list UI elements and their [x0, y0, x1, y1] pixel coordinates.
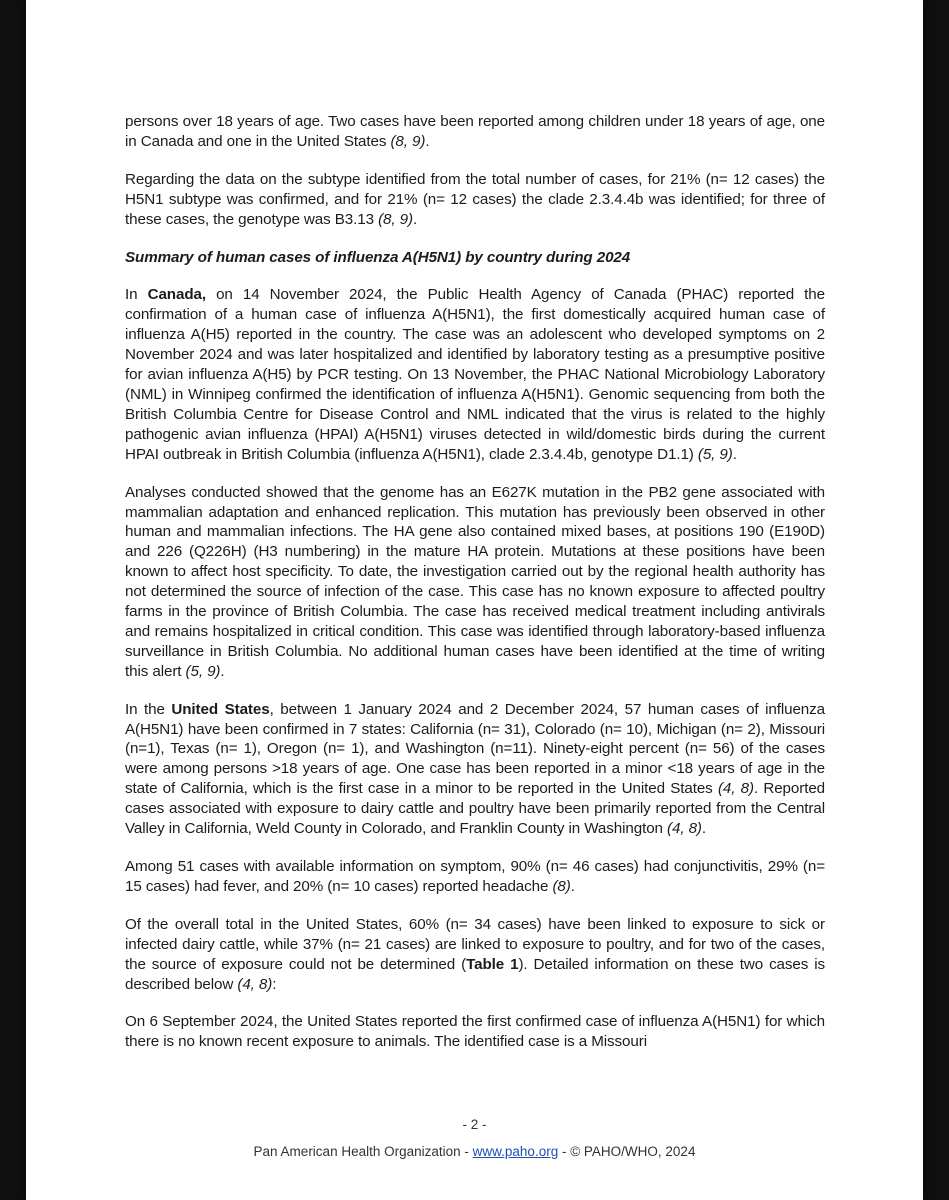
page-footer: Pan American Health Organization - www.paho.org - © PAHO/WHO, 2024	[253, 1144, 696, 1159]
citation: (8)	[552, 877, 571, 895]
paragraph-symptoms: Among 51 cases with available information on symptom, 90% (n= 46 cases) had conjunctivitis, 29% (n= 15 cases) had fever, and 20% (n= 10 cases) reported headache (8).	[125, 858, 825, 895]
paho-website-link[interactable]: www.paho.org	[472, 1144, 559, 1159]
citation: (8, 9)	[390, 132, 426, 150]
citation: (8, 9)	[378, 210, 413, 228]
paragraph-united-states: In the United States, between 1 January 2024 and 2 December 2024, 57 human cases of influenza A(H5N1) have been confirmed in 7 states: California (n= 31), Colorado (n= 10), Michigan (n= 2), Missouri (n=1), Texas (n= 1), Oregon (n= 1), and Washington (n=11). Ninety-eight percent (n= 56) of the cases were among persons >18 years of age. One case has been reported in a minor <18 years of age in the state of California, which is the first case in a minor to be reported in the United States (4, 8). Reported cases associated with exposure to dairy cattle and poultry have been primarily reported from the Central Valley in California, Weld County in Colorado, and Franklin County in Washington (4, 8).	[125, 700, 826, 838]
paragraph-genome-analysis: Analyses conducted showed that the genome has an E627K mutation in the PB2 gene associated with mammalian adaptation and enhanced replication. This mutation has previously been observed in other human and mammalian infections. The HA gene also contained mixed bases, at positions 190 (E190D) and 226 (Q226H) (H3 numbering) in the mature HA protein. Mutations at these positions have been known to affect host specificity. To date, the investigation carried out by the regional health authority has not determined the source of infection of the case. This case has no known exposure to affected poultry farms in the province of British Columbia. The case has received medical treatment including antivirals and remains hospitalized in critical condition. This case was identified through laboratory-based influenza surveillance in British Columbia. No additional human cases have been identified at the time of writing this alert (5, 9).	[125, 483, 825, 680]
paragraph-age-distribution: persons over 18 years of age. Two cases have been reported among children under 18 years of age, one in Canada and one in the United States (8, 9).	[125, 113, 825, 150]
paragraph-subtype: Regarding the data on the subtype identified from the total number of cases, for 21% (n= 12 cases) the H5N1 subtype was confirmed, and for 21% (n= 12 cases) the clade 2.3.4.4b was identified; for three of these cases, the genotype was B3.13 (8, 9).	[125, 170, 825, 228]
paragraph-missouri-case: On 6 September 2024, the United States reported the first confirmed case of influenza A(H5N1) for which there is no known recent exposure to animals. The identified case is a Missouri	[125, 1013, 825, 1051]
citation: (5, 9)	[697, 445, 733, 463]
paragraph-exposure: Of the overall total in the United States, 60% (n= 34 cases) have been linked to exposure to sick or infected dairy cattle, while 37% (n= 21 cases) are linked to exposure to poultry, and for two of the cases, the source of exposure could not be determined (Table 1). Detailed information on these two cases is described below (4, 8):	[125, 915, 825, 993]
citation: (4, 8)	[717, 780, 754, 798]
section-heading: Summary of human cases of influenza A(H5N1) by country during 2024	[125, 248, 631, 266]
citation: (4, 8)	[237, 975, 273, 993]
citation: (4, 8)	[667, 820, 702, 838]
country-name: Canada,	[147, 286, 206, 304]
page-number: - 2 -	[462, 1117, 487, 1132]
document-page	[26, 0, 923, 1200]
country-name: United States	[171, 700, 270, 718]
document-body	[125, 112, 825, 1070]
paragraph-canada: In Canada, on 14 November 2024, the Public Health Agency of Canada (PHAC) reported the confirmation of a human case of influenza A(H5N1), the first domestically acquired human case of influenza A(H5) reported in the country. The case was an adolescent who developed symptoms on 2 November 2024 and was later hospitalized and identified by laboratory testing as a presumptive positive for avian influenza A(H5) by PCR testing. On 13 November, the PHAC National Microbiology Laboratory (NML) in Winnipeg confirmed the identification of influenza A(H5N1). Genomic sequencing from both the British Columbia Centre for Disease Control and NML indicated that the virus is related to the highly pathogenic avian influenza (HPAI) A(H5N1) viruses detected in wild/domestic birds during the current HPAI outbreak in British Columbia (influenza A(H5N1), clade 2.3.4.4b, genotype D1.1) (5, 9).	[125, 286, 825, 463]
table-reference: Table 1	[466, 955, 519, 973]
citation: (5, 9)	[185, 662, 221, 680]
